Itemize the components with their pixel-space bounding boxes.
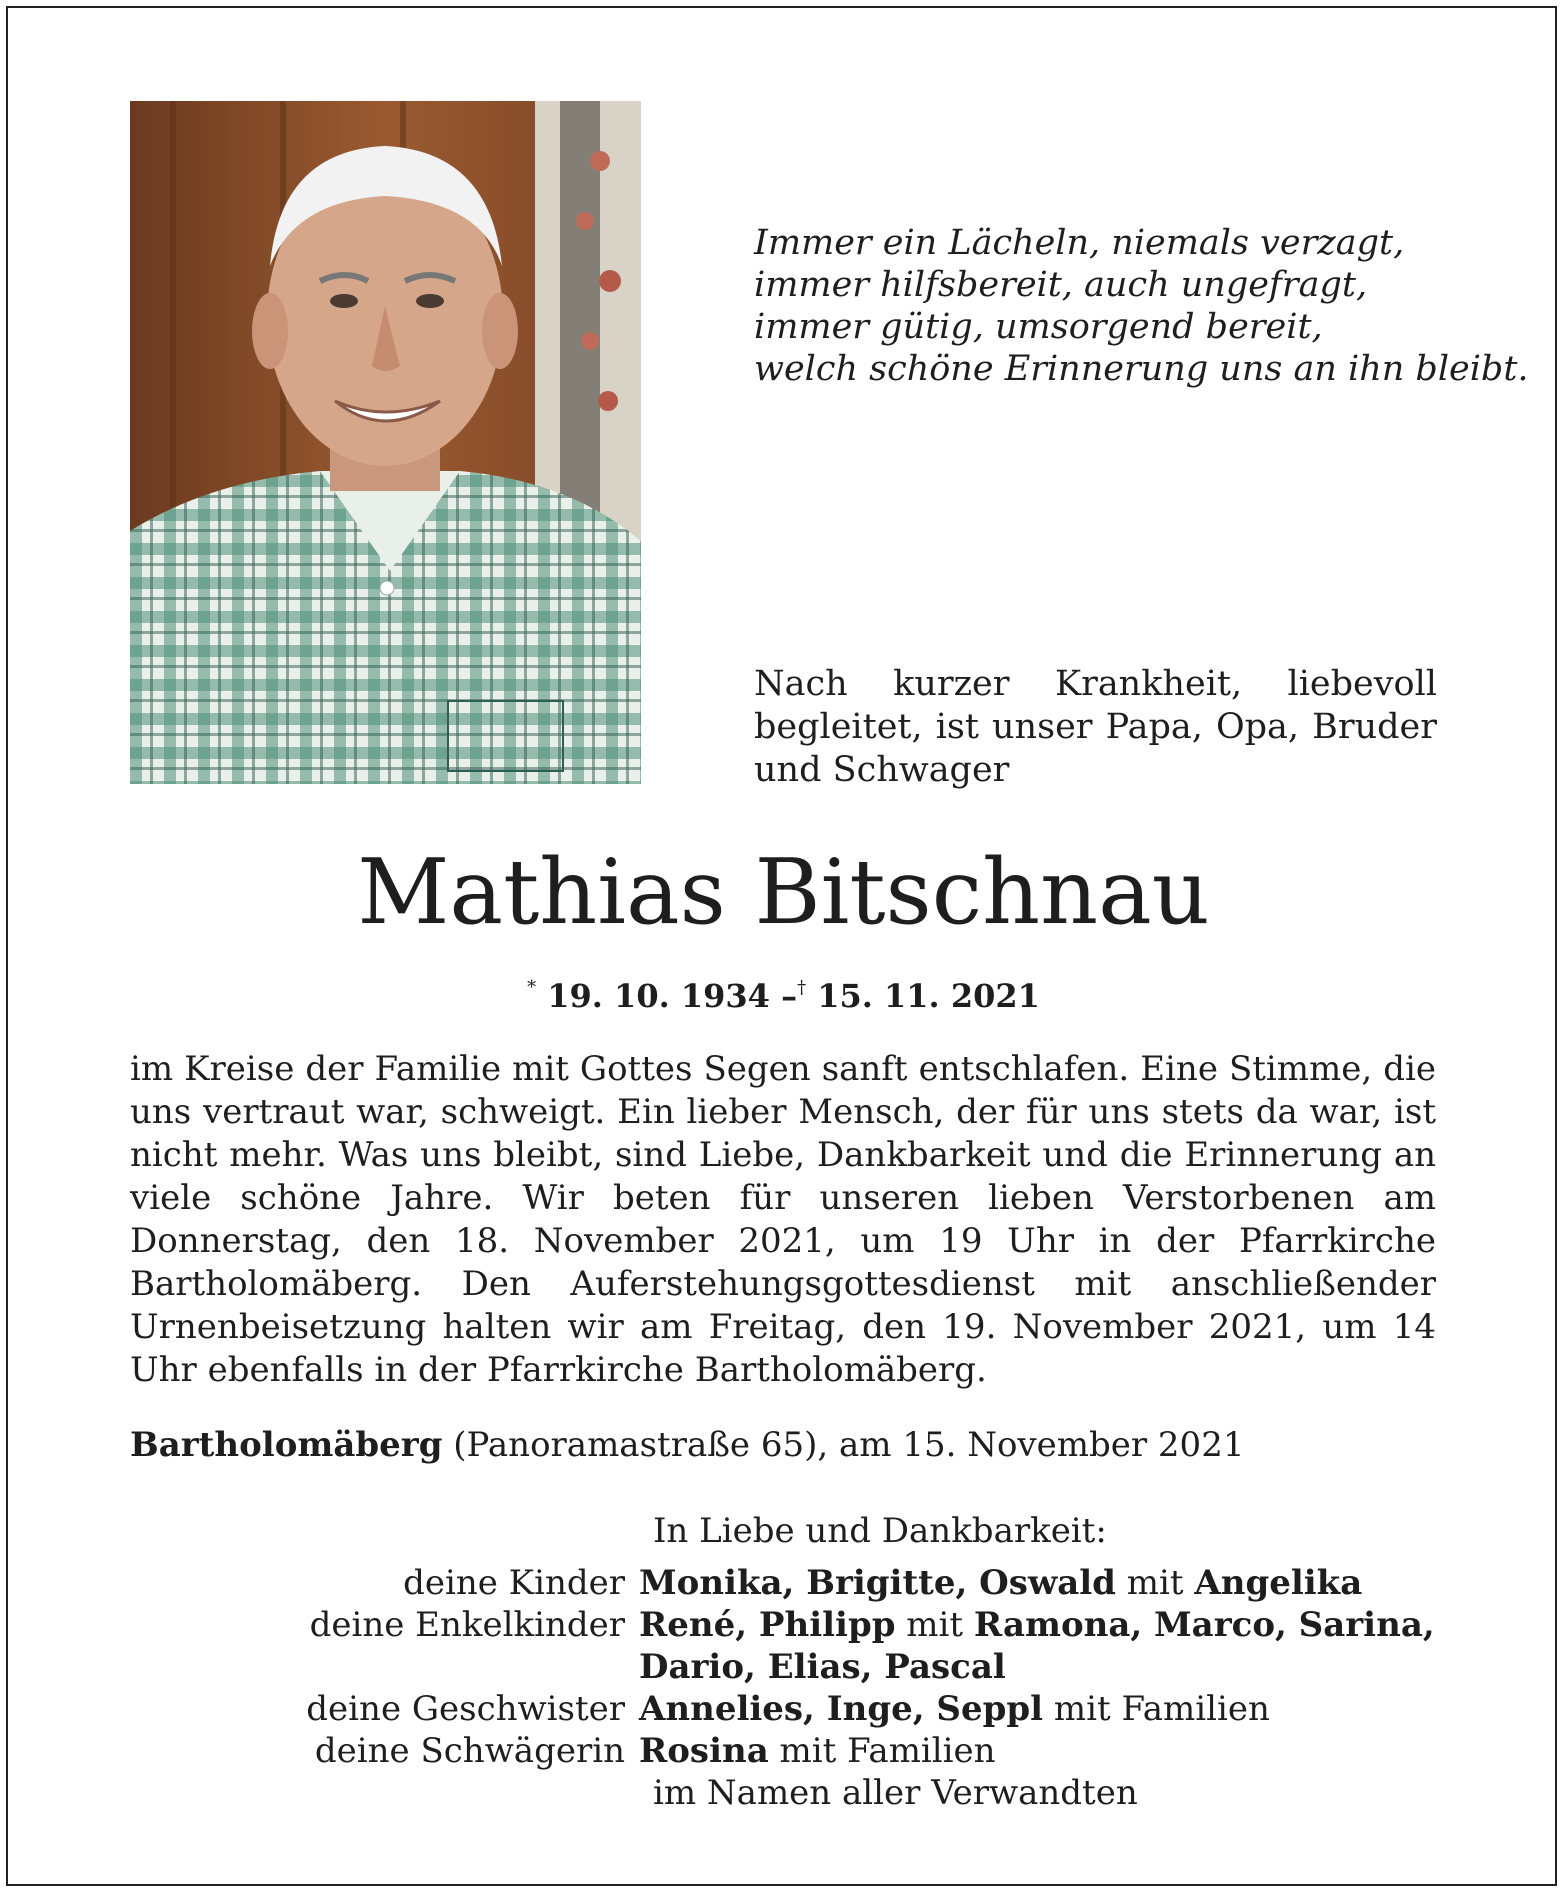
siblings-rest: mit Familien (1043, 1689, 1270, 1729)
family-row-children (130, 1562, 1440, 1604)
family-label: deine Schwägerin (314, 1731, 625, 1771)
sisterinlaw-rest: mit Familien (768, 1731, 996, 1771)
signoff: In Liebe und Dankbarkeit: (653, 1511, 1107, 1551)
family-names (639, 1562, 1440, 1604)
grandchildren-names-a: René, Philipp (639, 1605, 896, 1645)
birth-date: 19. 10. 1934 (547, 977, 770, 1015)
closing-line: im Namen aller Verwandten (653, 1773, 1138, 1813)
family-row-siblings (130, 1688, 1440, 1730)
family-names (639, 1688, 1440, 1730)
family-names (639, 1604, 1440, 1646)
birth-symbol: * (527, 977, 537, 998)
family-label: deine Kinder (403, 1563, 625, 1603)
children-partner: Angelika (1194, 1563, 1363, 1603)
family-names (639, 1646, 1440, 1688)
date-separator: – (781, 977, 798, 1015)
children-names: Monika, Brigitte, Oswald (639, 1563, 1116, 1603)
portrait-photo (130, 101, 641, 784)
obituary-body: im Kreise der Familie mit Gottes Segen sanft entschlafen. Eine Stimme, die uns vertraut war, schweigt. Ein lieber Mensch, der für uns stets da war, ist nicht mehr. Was uns bleibt, sind Liebe, Dankbarkeit und die Erinnerung an viele schöne Jahre. Wir beten für unseren lieben Verstorbenen am Donnerstag, den 18. November 2021, um 19 Uhr in der Pfarrkirche Bartholomäberg. Den Auferstehungsgottesdienst mit anschließender Urnenbeisetzung halten wir am Freitag, den 19. November 2021, um 14 Uhr ebenfalls in der Pfarrkirche Bartholomäberg. (130, 1049, 1436, 1390)
grandchildren-with: mit (895, 1605, 974, 1645)
family-label: deine Enkelkinder (309, 1605, 625, 1645)
poem-line: welch schöne Erinnerung uns an ihn bleibt. (754, 349, 1529, 389)
place-address-date: (Panoramastraße 65), am 15. November 2021 (442, 1425, 1245, 1465)
family-row-grandchildren (130, 1604, 1440, 1646)
death-symbol: † (797, 977, 807, 998)
poem-line: immer hilfsbereit, auch ungefragt, (754, 265, 1368, 305)
place-date-line (130, 1424, 1436, 1467)
intro-text: Nach kurzer Krankheit, liebevoll begleitet, ist unser Papa, Opa, Bruder und Schwager (754, 664, 1437, 790)
family-label-empty (130, 1646, 639, 1688)
children-with: mit (1115, 1563, 1195, 1603)
place-town: Bartholomäberg (130, 1425, 443, 1465)
family-label: deine Geschwister (306, 1689, 625, 1729)
deceased-name: Mathias Bitschnau (357, 840, 1210, 945)
family-names (639, 1730, 1440, 1772)
grandchildren-names-b: Ramona, Marco, Sarina, (973, 1605, 1435, 1645)
family-row-sisterinlaw (130, 1730, 1440, 1772)
family-row-grandchildren-cont (130, 1646, 1440, 1688)
poem-line: immer gütig, umsorgend bereit, (754, 307, 1323, 347)
poem-line: Immer ein Lächeln, niemals verzagt, (754, 223, 1405, 263)
grandchildren-names-c: Dario, Elias, Pascal (639, 1647, 1006, 1687)
family-list (130, 1562, 1440, 1772)
sisterinlaw-name: Rosina (639, 1731, 769, 1771)
poem (754, 222, 1529, 390)
siblings-names: Annelies, Inge, Seppl (639, 1689, 1044, 1729)
death-date: 15. 11. 2021 (817, 977, 1040, 1015)
life-dates (0, 964, 1567, 1020)
